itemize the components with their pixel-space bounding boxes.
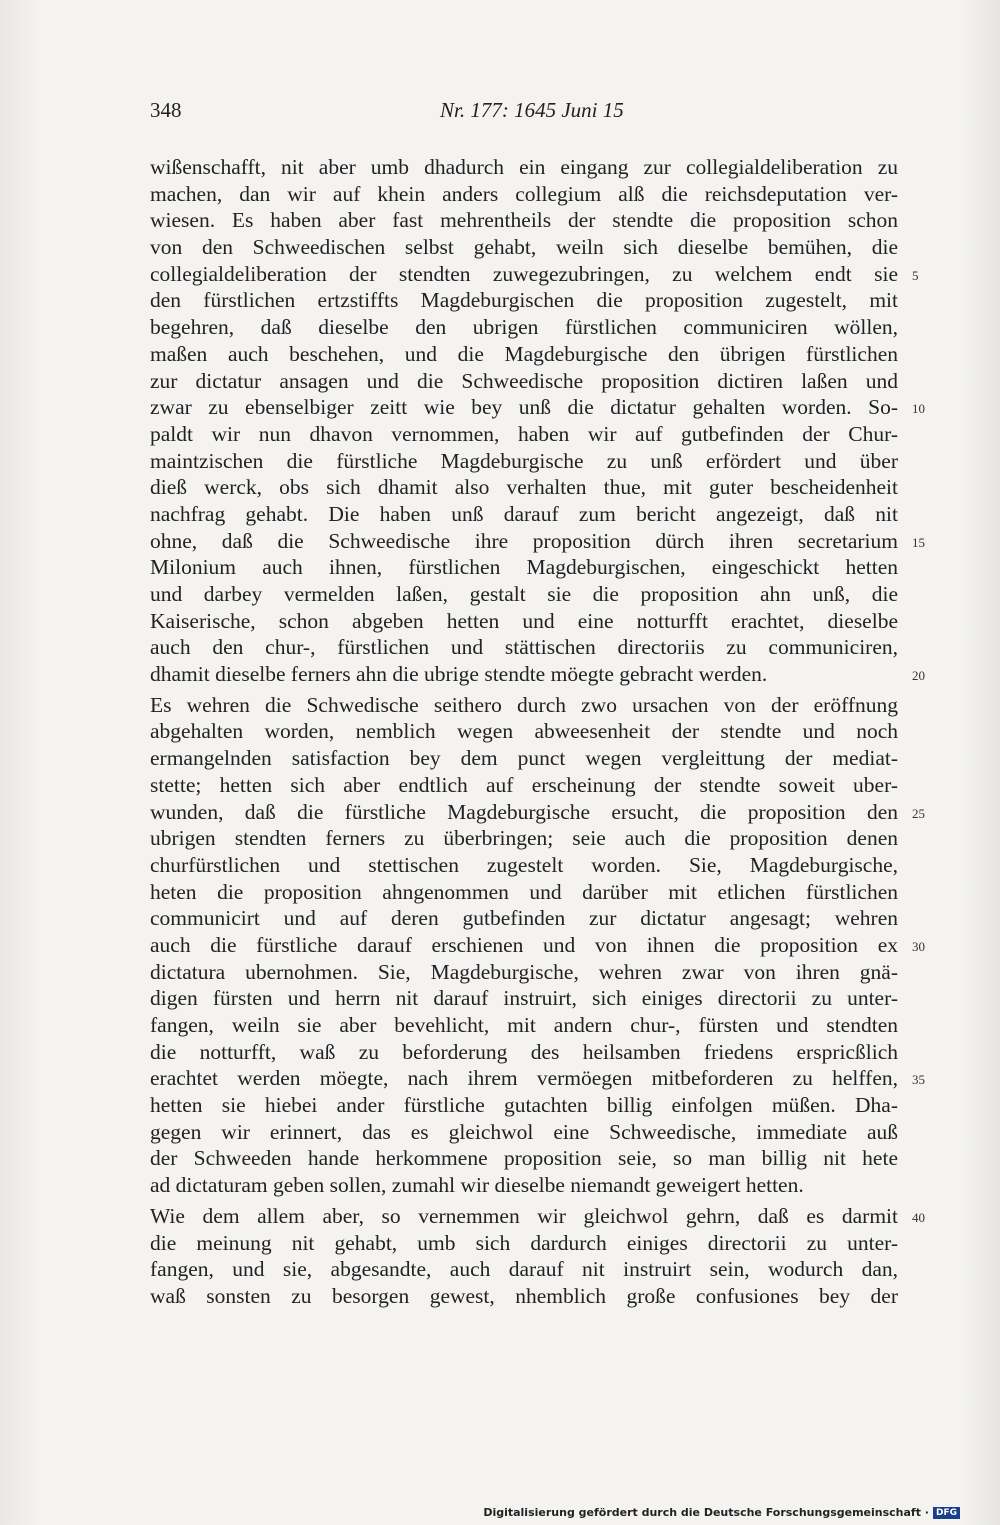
text-line xyxy=(150,772,898,799)
text-line xyxy=(150,799,925,826)
text-line xyxy=(150,528,925,555)
line-text: Wie dem allem aber, so vernemmen wir gleichwol gehrn, daß es darmit xyxy=(150,1203,898,1228)
text-line xyxy=(150,1092,898,1119)
running-head xyxy=(150,98,898,130)
line-text: abgehalten worden, nemblich wegen abweesenheit der stendte und noch xyxy=(150,719,898,744)
line-text: collegialdeliberation der stendten zuwegezubringen, zu welchem endt sie xyxy=(150,261,898,286)
line-text: und darbey vermelden laßen, gestalt sie die proposition ahn unß, die xyxy=(150,582,898,606)
text-line xyxy=(150,959,898,986)
text-line xyxy=(150,608,898,635)
line-text: der Schweeden hande herkommene proposition seie, so man billig nit hete xyxy=(150,1146,898,1171)
text-line xyxy=(150,368,898,395)
line-text: maßen auch beschehen, und die Magdeburgische den übrigen fürstlichen xyxy=(150,341,898,366)
text-line xyxy=(150,501,898,528)
text-line xyxy=(150,932,925,959)
text-line xyxy=(150,825,898,852)
line-number: 10 xyxy=(912,401,925,417)
text-line xyxy=(150,448,898,475)
body-text xyxy=(150,154,925,1310)
text-line xyxy=(150,905,898,932)
line-number: 30 xyxy=(912,938,925,954)
text-line xyxy=(150,692,898,719)
running-title: Nr. 177: 1645 Juni 15 xyxy=(440,98,624,122)
line-text: wiesen. Es haben aber fast mehrentheils der stendte die proposition schon xyxy=(150,208,898,233)
text-line xyxy=(150,421,898,448)
text-line xyxy=(150,154,898,181)
text-line xyxy=(150,718,898,745)
line-text: die meinung nit gehabt, umb sich dardurch einiges directorii zu unter- xyxy=(150,1230,898,1255)
text-line xyxy=(150,314,898,341)
line-text: heten die proposition ahngenommen und darüber mit etlichen fürstlichen xyxy=(150,879,898,904)
line-text: digen fürsten und herrn nit darauf instruirt, sich einiges directorii zu unter- xyxy=(150,986,898,1011)
line-number: 35 xyxy=(912,1072,925,1088)
line-text: paldt wir nun dhavon vernommen, haben wir auf gutbefinden der Chur- xyxy=(150,421,898,446)
text-line xyxy=(150,287,898,314)
line-text: waß sonsten zu besorgen gewest, nhemblich große confusiones bey der xyxy=(150,1283,898,1308)
line-text: erachtet werden möegte, nach ihrem vermöegen mitbeforderen zu helffen, xyxy=(150,1066,898,1091)
text-line xyxy=(150,207,898,234)
text-line xyxy=(150,554,898,581)
line-text: dhamit dieselbe ferners ahn die ubrige stendte möegte gebracht werden. xyxy=(150,662,768,687)
line-text: ad dictaturam geben sollen, zumahl wir dieselbe niemandt geweigert hetten. xyxy=(150,1173,804,1198)
line-text: fangen, weiln sie aber bevehlicht, mit andern chur-, fürsten und stendten xyxy=(150,1013,898,1037)
text-line xyxy=(150,1256,898,1283)
line-text: Es wehren die Schwedische seithero durch zwo ursachen von der eröffnung xyxy=(150,692,898,717)
line-text: auch die fürstliche darauf erschienen und von ihnen die proposition ex xyxy=(150,932,898,957)
line-text: dictatura ubernohmen. Sie, Magdeburgische, wehren zwar von ihren gnä- xyxy=(150,959,898,984)
text-line xyxy=(150,1039,898,1066)
text-line xyxy=(150,1145,898,1172)
line-text: ermangelnden satisfaction bey dem punct wegen vergleittung der mediat- xyxy=(150,746,898,771)
line-text: wißenschafft, nit aber umb dhadurch ein eingang zur collegialdeliberation zu xyxy=(150,155,898,179)
line-text: begehren, daß dieselbe den ubrigen fürstlichen communiciren wöllen, xyxy=(150,315,898,340)
digitization-credit xyxy=(483,1506,960,1519)
line-text: den fürstlichen ertzstiffts Magdeburgischen die proposition zugestelt, mit xyxy=(150,288,898,313)
line-text: auch den chur-, fürstlichen und stättischen directoriis zu communiciren, xyxy=(150,635,898,660)
line-text: nachfrag gehabt. Die haben unß darauf zum bericht angezeigt, daß nit xyxy=(150,501,898,526)
page-number: 348 xyxy=(150,98,182,122)
text-line xyxy=(150,1283,898,1310)
line-text: ubrigen stendten ferners zu überbringen; seie auch die proposition denen xyxy=(150,826,898,851)
text-line xyxy=(150,1203,925,1230)
line-text: churfürstlichen und stettischen zugestelt worden. Sie, Magdeburgische, xyxy=(150,852,898,877)
line-number: 20 xyxy=(912,668,925,684)
text-line xyxy=(150,852,898,879)
text-line xyxy=(150,1230,898,1257)
dfg-logo: DFG xyxy=(933,1507,960,1519)
line-text: wunden, daß die fürstliche Magdeburgische ersucht, die proposition den xyxy=(150,799,898,824)
text-line xyxy=(150,879,898,906)
text-line xyxy=(150,341,898,368)
text-line xyxy=(150,1012,898,1039)
text-line xyxy=(150,661,925,688)
line-text: Milonium auch ihnen, fürstlichen Magdeburgischen, eingeschickt hetten xyxy=(150,555,898,580)
line-number: 5 xyxy=(912,267,919,283)
line-text: communicirt und auf deren gutbefinden zur dictatur angesagt; wehren xyxy=(150,906,898,931)
line-number: 15 xyxy=(912,534,925,550)
line-text: fangen, und sie, abgesandte, auch darauf nit instruirt sein, wodurch dan, xyxy=(150,1257,898,1282)
line-text: dieß werck, obs sich dhamit also verhalten thue, mit guter bescheidenheit xyxy=(150,475,898,500)
line-text: von den Schweedischen selbst gehabt, weiln sich dieselbe bemühen, die xyxy=(150,235,898,260)
text-line xyxy=(150,474,898,501)
line-text: stette; hetten sich aber endtlich auf erscheinung der stendte soweit uber- xyxy=(150,772,898,797)
text-line xyxy=(150,394,925,421)
line-text: gegen wir erinnert, das es gleichwol eine Schweedische, immediate auß xyxy=(150,1119,898,1144)
text-line xyxy=(150,181,898,208)
line-text: ohne, daß die Schweedische ihre proposition dürch ihren secretarium xyxy=(150,528,898,553)
text-line xyxy=(150,1119,898,1146)
text-line xyxy=(150,1172,898,1199)
line-number: 25 xyxy=(912,805,925,821)
text-line xyxy=(150,581,898,608)
line-text: Kaiserische, schon abgeben hetten und eine notturfft erachtet, dieselbe xyxy=(150,608,898,633)
text-line xyxy=(150,985,898,1012)
text-line xyxy=(150,234,898,261)
line-text: machen, dan wir auf khein anders collegium alß die reichsdeputation ver- xyxy=(150,181,898,206)
text-line xyxy=(150,1065,925,1092)
text-line xyxy=(150,261,919,288)
line-text: hetten sie hiebei ander fürstliche gutachten billig einfolgen müßen. Dha- xyxy=(150,1093,898,1118)
text-line xyxy=(150,745,898,772)
line-text: zur dictatur ansagen und die Schweedische proposition dictiren laßen und xyxy=(150,368,898,393)
line-text: zwar zu ebenselbiger zeitt wie bey unß die dictatur gehalten worden. So- xyxy=(150,395,898,420)
line-text: maintzischen die fürstliche Magdeburgische zu unß erfördert und über xyxy=(150,448,898,473)
text-line xyxy=(150,634,898,661)
line-text: die notturfft, waß zu beforderung des heilsamben friedens erspricßlich xyxy=(150,1039,898,1064)
credit-text: Digitalisierung gefördert durch die Deutsche Forschungsgemeinschaft · xyxy=(483,1506,929,1519)
line-number: 40 xyxy=(912,1209,925,1225)
